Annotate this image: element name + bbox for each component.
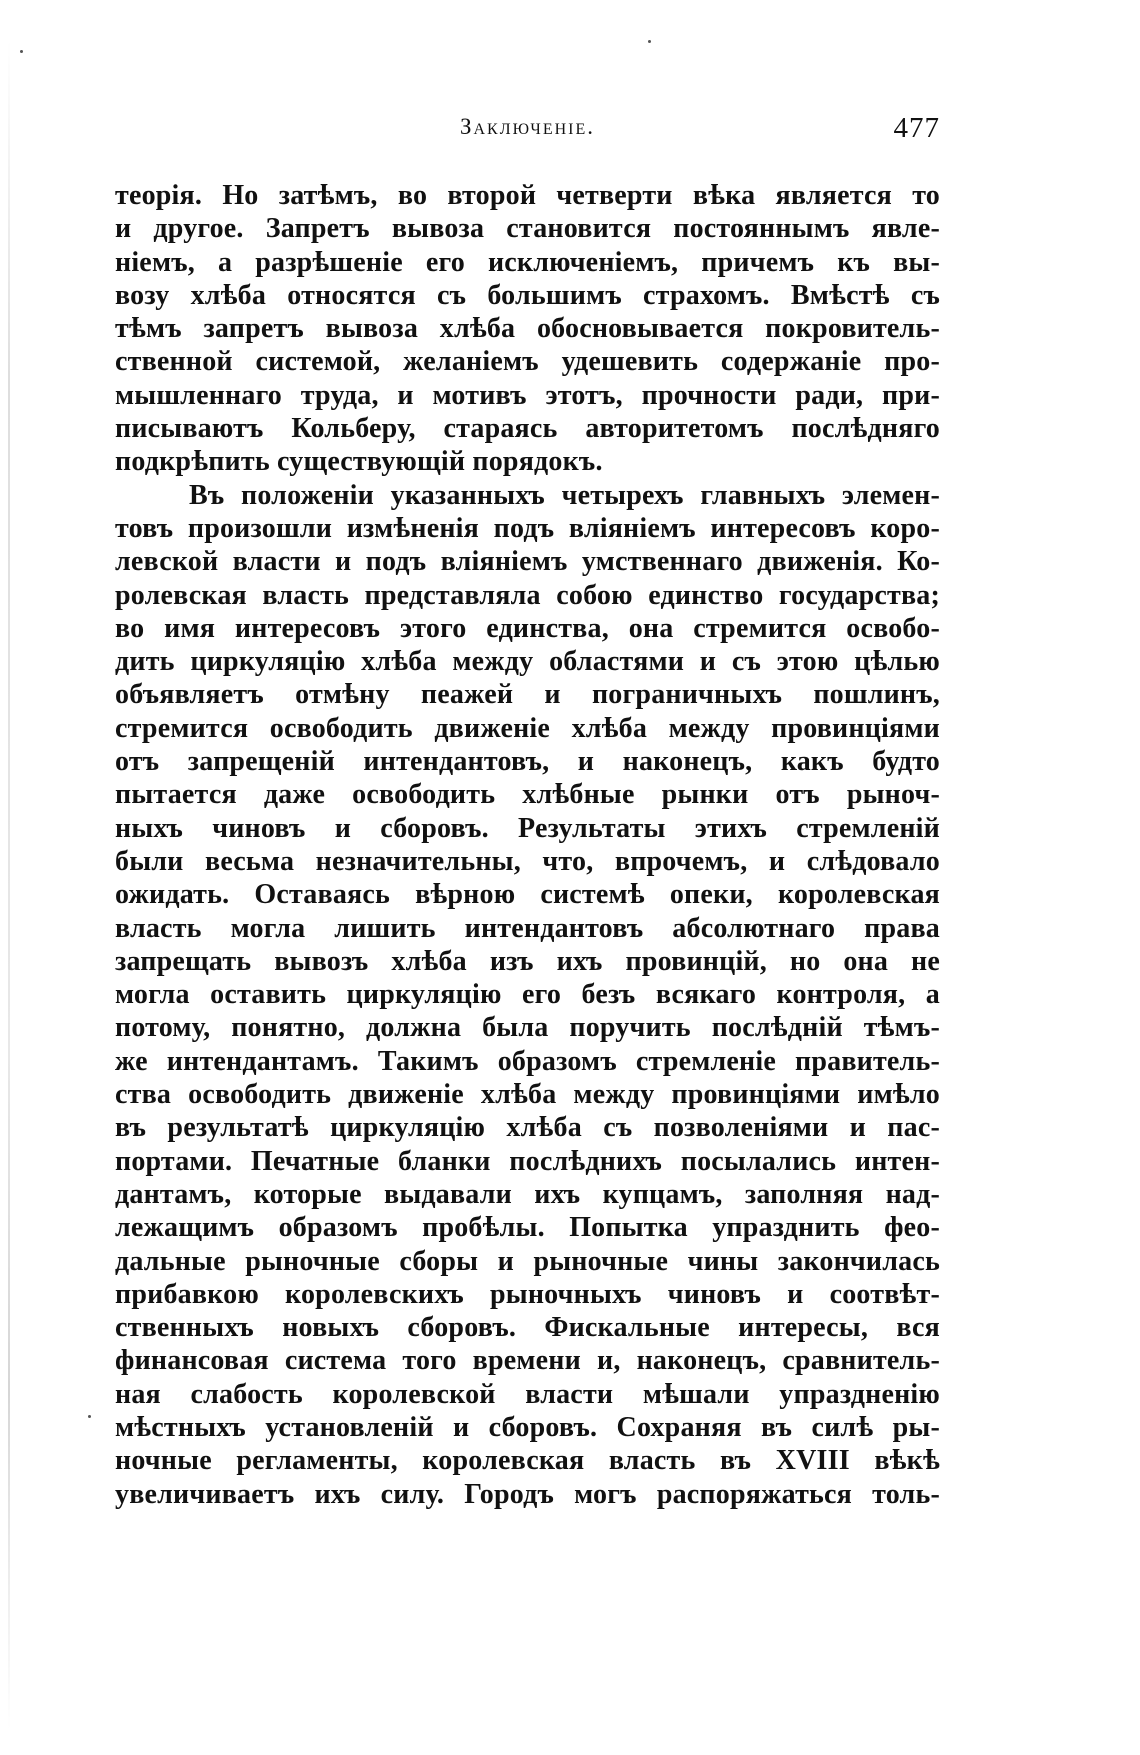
text-line: ныхъ чиновъ и сборовъ. Результаты этихъ стремленій <box>115 812 940 844</box>
text-line: потому, понятно, должна была поручить послѣдній тѣмъ- <box>115 1012 940 1044</box>
text-line: дантамъ, которые выдавали ихъ купцамъ, заполняя над- <box>115 1178 940 1210</box>
text-line: въ результатѣ циркуляцію хлѣба съ позволеніями и пас- <box>115 1112 940 1144</box>
text-line: прибавкою королевскихъ рыночныхъ чиновъ и соотвѣт- <box>115 1278 940 1310</box>
scan-speck <box>20 50 23 53</box>
text-line: во имя интересовъ этого единства, она стремится освобо- <box>115 612 940 644</box>
paragraph-1 <box>115 179 940 479</box>
text-line: писываютъ Кольберу, стараясь авторитетомъ послѣдняго <box>115 413 940 445</box>
text-line: товъ произошли измѣненія подъ вліяніемъ интересовъ коро- <box>115 512 940 544</box>
text-line: отъ запрещеній интендантовъ, и наконецъ, какъ будто <box>115 746 940 778</box>
text-line: дить циркуляцію хлѣба между областями и съ этою цѣлью <box>115 646 940 678</box>
text-line: возу хлѣба относятся съ большимъ страхомъ. Вмѣстѣ съ <box>115 279 940 311</box>
text-line: ролевская власть представляла собою единство государства; <box>115 579 940 611</box>
running-title: Заключеніе. <box>459 114 595 139</box>
text-line: же интендантамъ. Такимъ образомъ стремленіе правитель- <box>115 1045 940 1077</box>
text-line: ная слабость королевской власти мѣшали упраздненію <box>115 1378 940 1410</box>
scan-edge-shadow <box>8 40 10 1730</box>
text-line: увеличиваетъ ихъ силу. Городъ могъ распоряжаться толь- <box>115 1478 940 1510</box>
text-line: власть могла лишить интендантовъ абсолютнаго права <box>115 912 940 944</box>
text-line: ственныхъ новыхъ сборовъ. Фискальные интересы, вся <box>115 1312 940 1344</box>
body-text <box>115 179 940 1511</box>
scan-speck <box>88 1415 91 1418</box>
text-line: ночные регламенты, королевская власть въ XVIII вѣкѣ <box>115 1445 940 1477</box>
text-line: ожидать. Оставаясь вѣрною системѣ опеки, королевская <box>115 879 940 911</box>
text-line: могла оставить циркуляцію его безъ всякаго контроля, а <box>115 979 940 1011</box>
text-line: были весьма незначительны, что, впрочемъ, и слѣдовало <box>115 845 940 877</box>
page-number: 477 <box>893 112 940 144</box>
text-line: пытается даже освободить хлѣбные рынки отъ рыноч- <box>115 779 940 811</box>
text-line: объявляетъ отмѣну пеажей и пограничныхъ пошлинъ, <box>115 679 940 711</box>
text-line: запрещать вывозъ хлѣба изъ ихъ провинцій, но она не <box>115 945 940 977</box>
text-line: тѣмъ запретъ вывоза хлѣба обосновывается покровитель- <box>115 313 940 345</box>
text-line: дальные рыночные сборы и рыночные чины закончилась <box>115 1245 940 1277</box>
text-line: подкрѣпить существующій порядокъ. <box>115 446 603 478</box>
scan-speck <box>648 40 651 43</box>
text-line: Въ положеніи указанныхъ четырехъ главныхъ элемен- <box>189 479 940 511</box>
text-line: мѣстныхъ установленій и сборовъ. Сохраняя въ силѣ ры- <box>115 1411 940 1443</box>
text-line: ственной системой, желаніемъ удешевить содержаніе про- <box>115 346 940 378</box>
paragraph-2 <box>115 479 940 1511</box>
text-line: мышленнаго труда, и мотивъ этотъ, прочности ради, при- <box>115 379 940 411</box>
text-line: ства освободить движеніе хлѣба между провинціями имѣло <box>115 1079 940 1111</box>
text-line: стремится освободить движеніе хлѣба между провинціями <box>115 712 940 744</box>
text-line: лежащимъ образомъ пробѣлы. Попытка упразднить фео- <box>115 1212 940 1244</box>
text-line: портами. Печатные бланки послѣднихъ посылались интен- <box>115 1145 940 1177</box>
page-header <box>115 112 940 146</box>
text-line: ніемъ, а разрѣшеніе его исключеніемъ, причемъ къ вы- <box>115 246 940 278</box>
text-line: левской власти и подъ вліяніемъ умственнаго движенія. Ко- <box>115 546 940 578</box>
text-line: финансовая система того времени и, наконецъ, сравнитель- <box>115 1345 940 1377</box>
text-line: теорія. Но затѣмъ, во второй четверти вѣка является то <box>115 180 940 211</box>
text-line: и другое. Запретъ вывоза становится постояннымъ явле- <box>115 213 940 245</box>
